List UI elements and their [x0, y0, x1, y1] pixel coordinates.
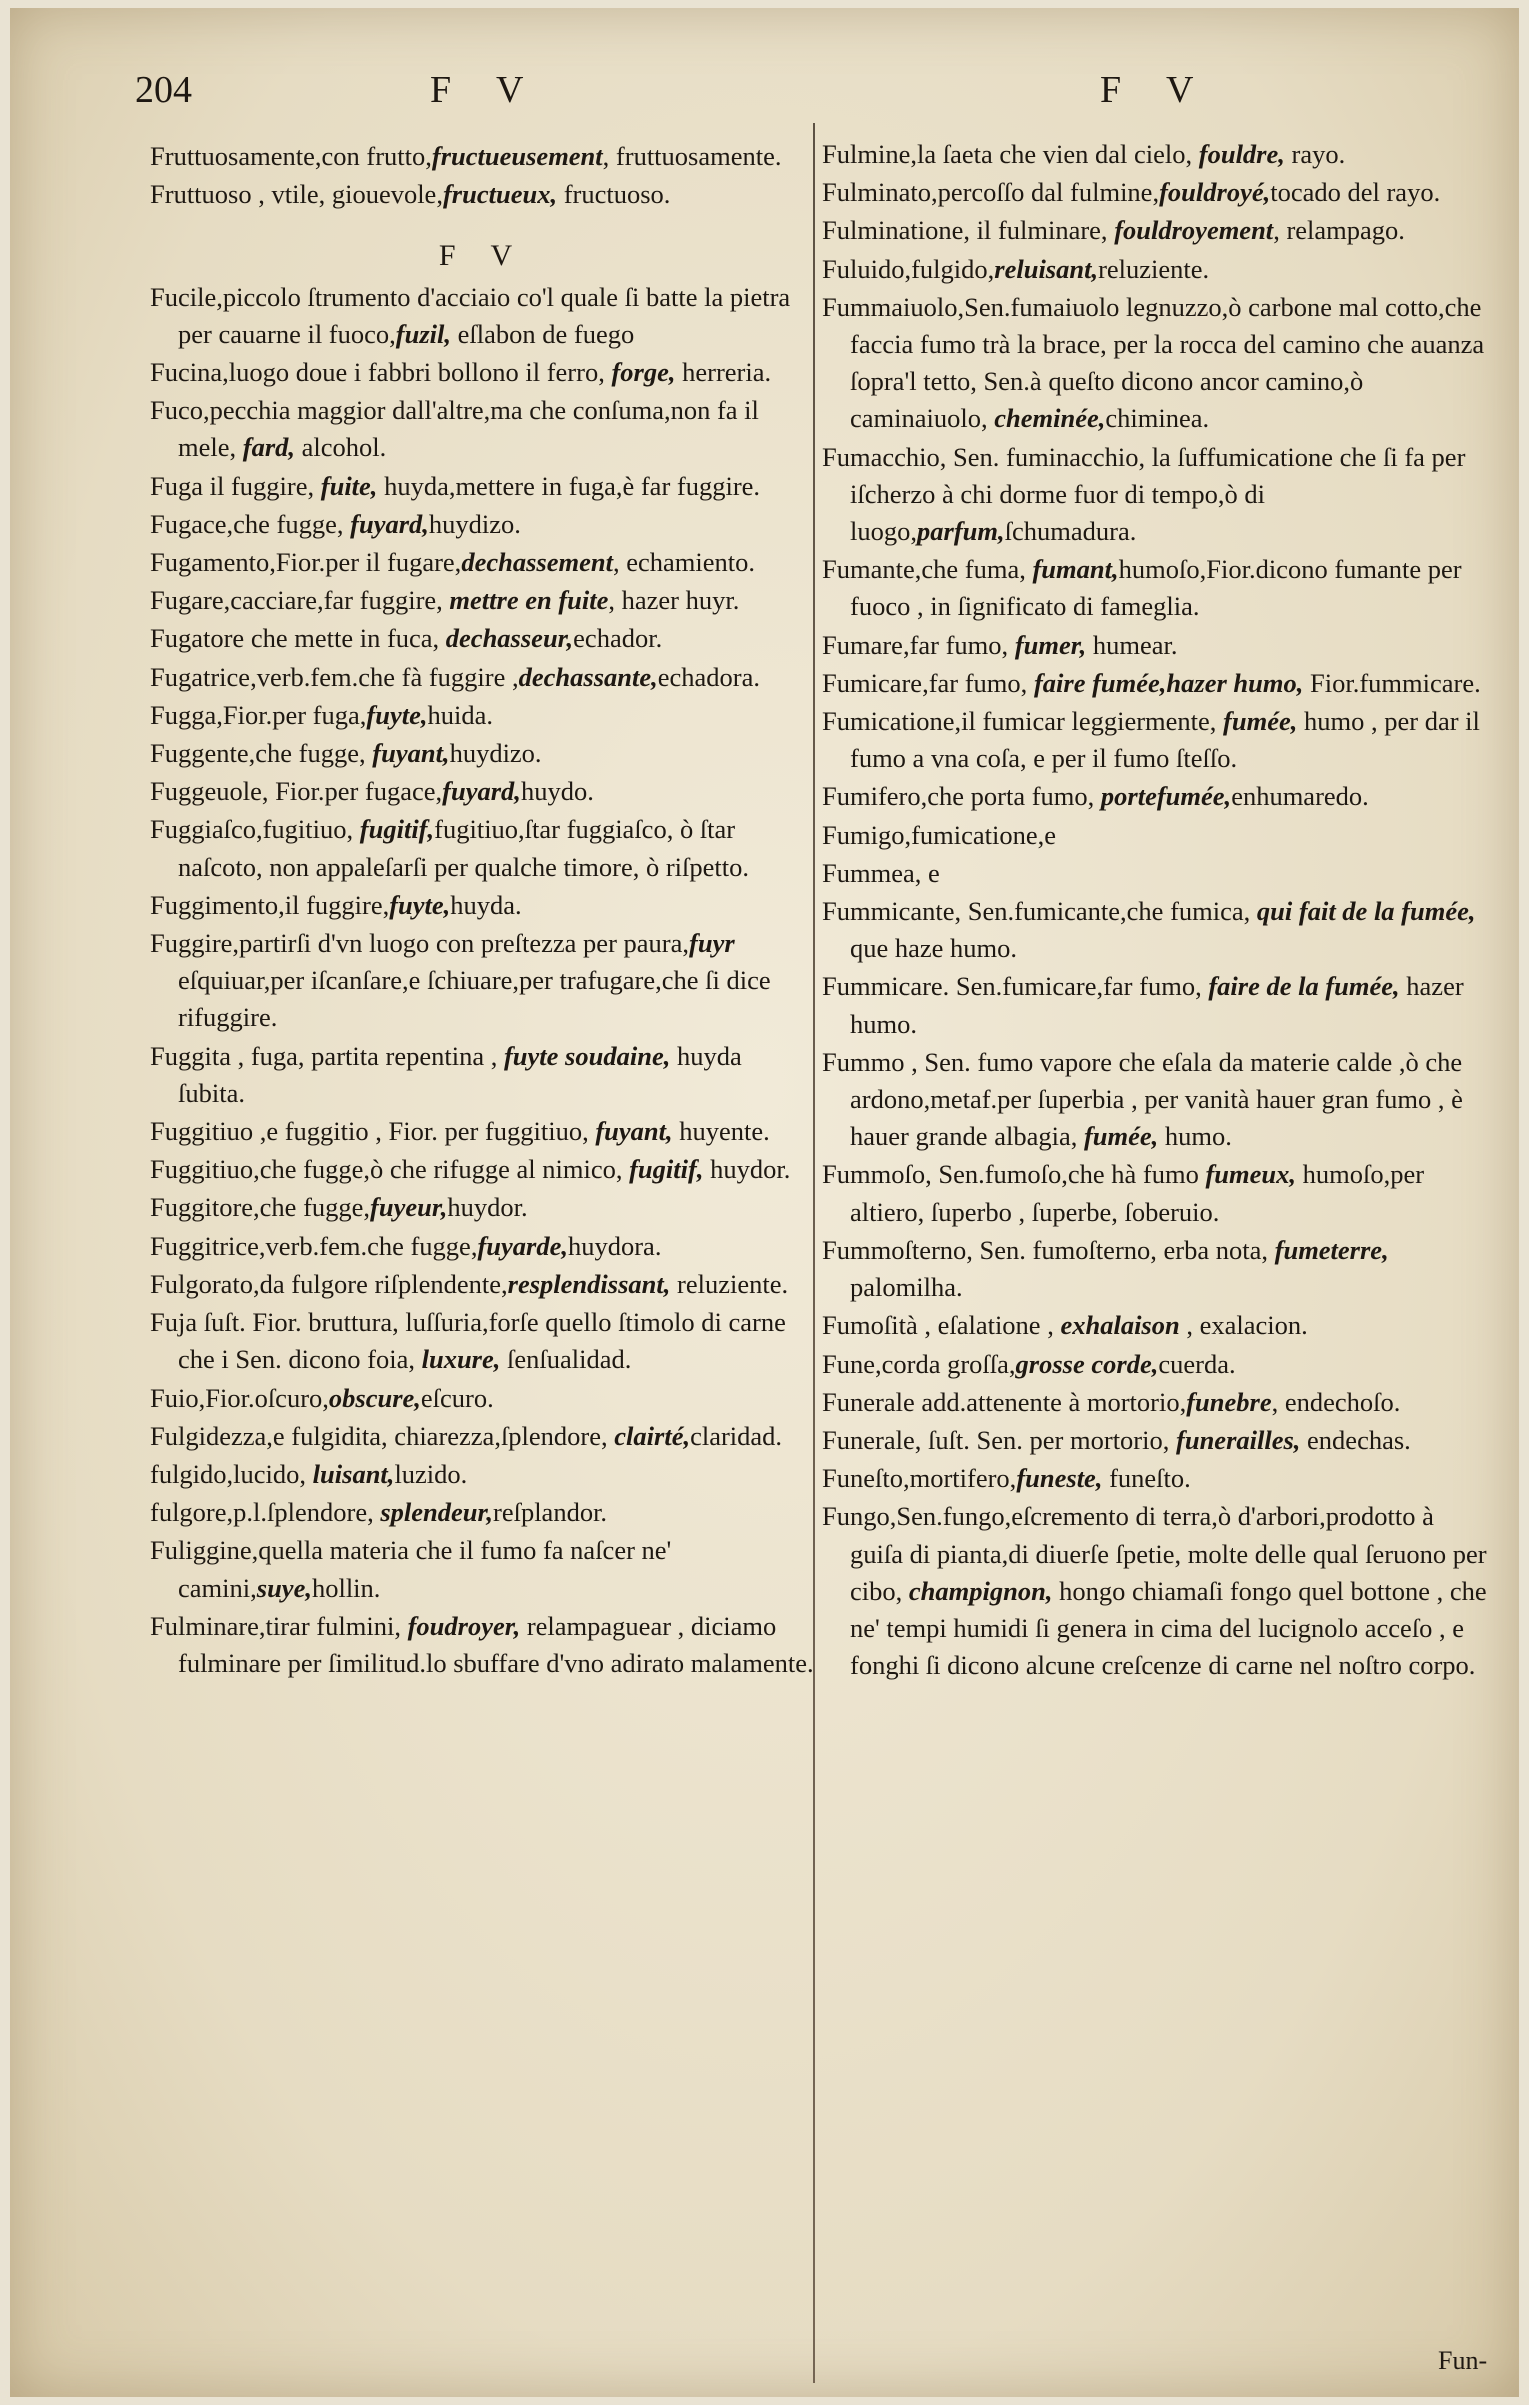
entry-italian: Fuggire,partirſi d'vn luogo con preſtezza per paura, — [150, 928, 689, 959]
entry-italian: Fugga,Fior.per fuga, — [150, 699, 367, 730]
dictionary-entry — [822, 212, 1492, 249]
entry-spanish: huida. — [427, 699, 493, 730]
entry-italian: Fugatrice,verb.fem.che fà fuggire , — [150, 661, 519, 692]
entry-french: fumée, — [1223, 706, 1298, 737]
dictionary-entry — [150, 392, 815, 466]
entry-italian: Fummicante, Sen.fumicante,che fumica, — [822, 896, 1257, 927]
dictionary-entry — [150, 659, 815, 696]
entry-italian: Fulminato,percoſſo dal fulmine, — [822, 177, 1160, 208]
entry-spanish: eſcuro. — [420, 1382, 494, 1413]
left-column-top-entries — [150, 138, 815, 213]
dictionary-entry — [150, 1532, 815, 1606]
entry-spanish: fugitiuo,ſtar fuggiaſco, ò ſtar naſcoto, non appaleſarſi per qualche timore, ò riſpetto. — [178, 814, 750, 882]
entry-french: fructueux, — [442, 179, 558, 210]
entry-italian: Fumacchio, Sen. fuminacchio, la ſuffumicatione che ſi fa per iſcherzo à chi dorme fuor di tempo,ò di luogo, — [822, 441, 1466, 547]
entry-italian: Fuga il fuggire, — [150, 470, 321, 501]
dictionary-entry — [822, 551, 1492, 625]
entry-italian: Fruttuosamente,con frutto, — [150, 141, 432, 171]
entry-italian: Fuggimento,il fuggire, — [150, 889, 390, 920]
entry-spanish: , hazer huyr. — [608, 585, 740, 616]
entry-italian: Fummaiuolo,Sen.fumaiuolo legnuzzo,ò carbone mal cotto,che faccia fumo trà la brace, per la rocca del camino che auanza ſopra'l tetto, Sen.à queſto dicono ancor caminо,ò caminaiuolo, — [822, 291, 1485, 434]
entry-spanish: huyda,mettere in fuga,è far fuggire. — [377, 470, 761, 501]
entry-italian: Fumicare,far fumo, — [822, 667, 1034, 698]
entry-italian: Fulmine,la ſaeta che vien dal cielo, — [822, 139, 1199, 169]
dictionary-entry — [150, 1304, 815, 1378]
entry-french: fuyr — [689, 928, 735, 959]
dictionary-entry — [822, 817, 1492, 854]
entry-spanish: huydora. — [567, 1230, 662, 1261]
entry-french: faire fumée,hazer humo, — [1033, 667, 1304, 698]
book-page — [10, 8, 1519, 2397]
entry-italian: Fumante,che fuma, — [822, 554, 1033, 585]
entry-french: fuyte, — [366, 699, 428, 730]
entry-italian: Fumifero,che porta fumo, — [822, 781, 1101, 812]
entry-spanish: huyda. — [450, 889, 522, 920]
entry-italian: Fugatore che mette in fuca, — [150, 623, 446, 654]
entry-french: fumeux, — [1205, 1159, 1297, 1190]
entry-italian: Funerale, ſuſt. Sen. per mortorio, — [822, 1424, 1176, 1455]
entry-italian: Fulminare,tirar fulmini, — [150, 1610, 408, 1641]
entry-spanish: herreria. — [675, 357, 772, 388]
entry-spanish: endechas. — [1300, 1424, 1411, 1455]
entry-spanish: enhumaredo. — [1231, 781, 1369, 812]
entry-french: fuyant, — [372, 738, 450, 769]
dictionary-entry — [150, 1189, 815, 1226]
entry-french: reluisant, — [994, 253, 1099, 284]
entry-italian: Fuggita , fuga, partita repentina , — [150, 1040, 504, 1071]
entry-french: clairté, — [614, 1420, 691, 1451]
dictionary-entry — [822, 174, 1492, 211]
entry-french: fuyard, — [442, 776, 521, 807]
entry-french: fuyte soudaine, — [503, 1040, 671, 1071]
left-column-entries — [150, 279, 815, 1683]
dictionary-entry — [150, 468, 815, 505]
entry-french: fuyeur, — [370, 1192, 448, 1223]
entry-italian: Fugare,cacciare,far fuggire, — [150, 585, 450, 616]
dictionary-entry — [150, 1456, 815, 1493]
entry-spanish: rayo. — [1284, 139, 1346, 169]
dictionary-entry — [150, 735, 815, 772]
entry-italian: Fucina,luogo doue i fabbri bollono il ferro, — [150, 357, 612, 388]
entry-french: grosse corde, — [1015, 1348, 1159, 1379]
entry-french: funeste, — [1016, 1463, 1103, 1494]
entry-french: fumée, — [1083, 1121, 1159, 1152]
dictionary-entry — [150, 582, 815, 619]
dictionary-entry — [150, 887, 815, 924]
entry-italian: Fuggente,che fugge, — [150, 738, 373, 769]
dictionary-entry — [822, 1460, 1492, 1497]
entry-spanish: palomilha. — [850, 1272, 963, 1303]
entry-french: fuyant, — [595, 1116, 673, 1147]
dictionary-entry — [150, 138, 815, 175]
entry-spanish: Fior.fummicare. — [1303, 667, 1481, 698]
entry-italian: Fuggitiuo,che fugge,ò che rifugge al nimico, — [150, 1154, 630, 1185]
entry-french: suye, — [256, 1572, 312, 1603]
dictionary-entry — [150, 1228, 815, 1265]
entry-spanish: eſquiuar,per iſcanſare,e ſchiuare,per trafugare,che ſi dice rifuggire. — [178, 965, 771, 1033]
entry-italian: Fuggitore,che fugge, — [150, 1192, 371, 1223]
entry-italian: Fummoſo, Sen.fumoſo,che hà fumo — [822, 1159, 1206, 1190]
entry-italian: Funerale add.attenente à mortorio, — [822, 1386, 1187, 1417]
entry-french: fouldre, — [1198, 139, 1285, 169]
entry-spanish: huydizo. — [428, 508, 521, 539]
entry-french: fouldroyé, — [1159, 177, 1271, 208]
entry-spanish: hongo chiamaſi fongo quel bottone , che ne' tempi humidi ſi genera in cima del lucignolo acceſo , e fonghi ſi dicono alcune creſcenze di carne nel noſtro corpo. — [850, 1575, 1487, 1681]
entry-french: dechassante, — [518, 661, 658, 692]
entry-french: funebre — [1186, 1386, 1272, 1417]
dictionary-entry — [150, 1608, 815, 1682]
entry-french: fuyte, — [389, 889, 451, 920]
entry-french: resplendissant, — [507, 1268, 671, 1299]
dictionary-entry — [822, 778, 1492, 815]
dictionary-entry — [822, 1232, 1492, 1306]
entry-spanish: humo. — [1158, 1121, 1232, 1152]
entry-french: parfum, — [917, 516, 1005, 547]
right-column-entries — [822, 136, 1492, 1684]
entry-french: dechasseur, — [445, 623, 574, 654]
entry-french: mettre en fuite — [449, 585, 609, 616]
dictionary-entry — [150, 506, 815, 543]
entry-italian: Fumare,far fumo, — [822, 629, 1015, 660]
entry-spanish: hazer humo. — [850, 971, 1464, 1039]
entry-italian: Fulgorato,da fulgore riſplendente, — [150, 1268, 508, 1299]
entry-spanish: tocado del rayo. — [1270, 177, 1441, 208]
entry-italian: Fulgidezza,e fulgidita, chiarezza,ſplendore, — [150, 1420, 615, 1451]
dictionary-entry — [822, 855, 1492, 892]
entry-italian: Fune,corda groſſa, — [822, 1348, 1016, 1379]
dictionary-entry — [822, 1422, 1492, 1459]
dictionary-entry — [822, 1044, 1492, 1156]
entry-spanish: cuerda. — [1158, 1348, 1236, 1379]
entry-spanish: , exalacion. — [1179, 1310, 1308, 1341]
entry-french: funerailles, — [1176, 1424, 1301, 1455]
dictionary-entry — [150, 1266, 815, 1303]
entry-spanish: relampaguear , diciamo fulminare per ſimilitud.lo sbuffare d'vno adirato malamente. — [178, 1610, 814, 1678]
entry-italian: Fruttuoso , vtile, giouevole, — [150, 179, 443, 210]
entry-italian: Fumicatione,il fumicar leggiermente, — [822, 706, 1224, 737]
dictionary-entry — [150, 1038, 815, 1112]
entry-french: exhalaison — [1060, 1310, 1180, 1341]
dictionary-entry — [822, 1156, 1492, 1230]
entry-italian: Fummea, e — [822, 857, 940, 888]
entry-french: fuyard, — [350, 508, 429, 539]
dictionary-entry — [150, 279, 815, 353]
entry-spanish: huydo. — [520, 776, 594, 807]
entry-spanish: , fruttuosamente. — [602, 141, 782, 171]
dictionary-entry — [150, 773, 815, 810]
entry-spanish: huydor. — [447, 1192, 528, 1223]
entry-italian: Fuggiaſco,fugitiuo, — [150, 814, 360, 845]
entry-spanish: humo , per dar il fumo a vna coſa, e per il fumo ſteſſo. — [850, 706, 1480, 774]
entry-french: fugitif, — [629, 1154, 704, 1185]
entry-french: luxure, — [421, 1344, 501, 1375]
entry-spanish: ſenſualidad. — [500, 1344, 632, 1375]
entry-italian: Fuggeuole, Fior.per fugace, — [150, 776, 443, 807]
dictionary-entry — [150, 1380, 815, 1417]
dictionary-entry — [150, 176, 815, 213]
entry-spanish: , relampago. — [1273, 215, 1405, 246]
dictionary-entry — [150, 697, 815, 734]
entry-italian: Fumigo,fumicatione,e — [822, 819, 1057, 850]
dictionary-entry — [150, 1113, 815, 1150]
dictionary-entry — [150, 1494, 815, 1531]
entry-spanish: huydor. — [703, 1154, 791, 1185]
entry-spanish: humear. — [1086, 629, 1178, 660]
dictionary-entry — [822, 627, 1492, 664]
entry-italian: Fuggitiuo ,e fuggitio , Fior. per fuggitiuo, — [150, 1116, 596, 1147]
entry-spanish: funeſto. — [1102, 1463, 1191, 1494]
entry-italian: Fuco,pecchia maggior dall'altre,ma che conſuma,non fa il mele, — [150, 395, 759, 463]
entry-spanish: claridad. — [690, 1420, 783, 1451]
running-head-left: F V — [430, 69, 542, 111]
entry-french: splendeur, — [380, 1497, 493, 1528]
entry-spanish: , endechoſo. — [1271, 1386, 1401, 1417]
entry-french: champignon, — [908, 1575, 1053, 1606]
entry-italian: fulgore,p.l.ſplendore, — [150, 1497, 381, 1528]
entry-french: faire de la fumée, — [1208, 971, 1400, 1002]
entry-italian: Fuliggine,quella materia che il fumo fa naſcer ne' camini, — [150, 1535, 672, 1603]
dictionary-entry — [822, 289, 1492, 438]
dictionary-entry — [822, 703, 1492, 777]
entry-french: fumeterre, — [1274, 1234, 1389, 1265]
entry-spanish: fructuoso. — [557, 179, 671, 210]
dictionary-entry — [822, 665, 1492, 702]
entry-spanish: reluziente. — [670, 1268, 789, 1299]
entry-french: fugitif, — [359, 814, 435, 845]
entry-spanish: huyente. — [672, 1116, 770, 1147]
entry-french: fructueusement — [431, 141, 603, 171]
entry-french: dechassement — [461, 547, 613, 578]
dictionary-entry — [150, 925, 815, 1037]
catchword: Fun- — [1438, 2346, 1488, 2375]
dictionary-entry — [822, 1346, 1492, 1383]
entry-spanish: alcohol. — [295, 432, 387, 463]
entry-french: fumant, — [1032, 554, 1119, 585]
entry-italian: Fugamento,Fior.per il fugare, — [150, 547, 462, 578]
entry-french: portefumée, — [1100, 781, 1232, 812]
right-column — [822, 136, 1492, 1685]
entry-spanish: humoſo,Fior.dicono fumante per fuoco , in ſignificato di fameglia. — [850, 554, 1462, 622]
entry-italian: Fuio,Fior.oſcuro, — [150, 1382, 329, 1413]
dictionary-entry — [150, 544, 815, 581]
entry-french: qui fait de la fumée, — [1256, 896, 1476, 927]
entry-french: fumer, — [1014, 629, 1087, 660]
entry-spanish: reſplandor. — [493, 1497, 608, 1528]
entry-spanish: huyda ſubita. — [178, 1040, 742, 1108]
entry-spanish: huydizo. — [449, 738, 542, 769]
left-column — [150, 138, 815, 1683]
dictionary-entry — [150, 1418, 815, 1455]
entry-spanish: que haze humo. — [850, 933, 1018, 964]
entry-spanish: reluziente. — [1098, 253, 1210, 284]
entry-spanish: echador. — [573, 623, 663, 654]
entry-italian: Fummo , Sen. fumo vapore che eſala da materie calde ,ò che ardono,metaf.per ſuperbia , per vanità hauer gran fumo , è hauer grande albagia, — [822, 1046, 1463, 1152]
dictionary-entry — [822, 439, 1492, 551]
entry-french: fard, — [242, 432, 296, 463]
dictionary-entry — [822, 251, 1492, 288]
entry-italian: Fungo,Sen.fungo,eſcremento di terra,ò d'arbori,prodotto à guiſa di pianta,di diuerſe ſpetie, molte delle qual ſeruono per cibo, — [822, 1501, 1487, 1606]
dictionary-entry — [822, 968, 1492, 1042]
dictionary-entry — [150, 354, 815, 391]
entry-spanish: luzido. — [394, 1458, 468, 1489]
entry-italian: Fulminatione, il fulminare, — [822, 215, 1115, 246]
dictionary-entry — [822, 1384, 1492, 1421]
entry-italian: Fummicare. Sen.fumicare,far fumo, — [822, 971, 1209, 1002]
entry-italian: Fuggitrice,verb.fem.che fugge, — [150, 1230, 478, 1261]
entry-italian: Fumoſità , eſalatione , — [822, 1310, 1061, 1341]
dictionary-entry — [822, 1307, 1492, 1344]
dictionary-entry — [150, 811, 815, 885]
entry-italian: Fuja ſuſt. Fior. bruttura, luſſuria,forſe quello ſtimolo di carne che i Sen. dicono foia, — [150, 1307, 786, 1375]
dictionary-entry — [150, 1151, 815, 1188]
entry-french: cheminée, — [994, 403, 1106, 434]
page-number: 204 — [135, 69, 192, 111]
section-heading: F V — [438, 239, 527, 273]
entry-french: forge, — [611, 357, 676, 388]
entry-spanish: hollin. — [311, 1572, 381, 1603]
entry-french: fuite, — [320, 470, 378, 501]
entry-french: fouldroyement — [1114, 215, 1274, 246]
entry-italian: Fuluido,fulgido, — [822, 253, 995, 284]
dictionary-entry — [822, 893, 1492, 967]
entry-italian: Fugace,che fugge, — [150, 508, 351, 539]
entry-italian: Fucile,piccolo ſtrumento d'acciaio co'l quale ſi batte la pietra per cauarne il fuoco, — [150, 281, 791, 349]
entry-french: obscure, — [328, 1382, 421, 1413]
entry-spanish: , echamiento. — [612, 547, 755, 578]
entry-italian: Funeſto,mortifero, — [822, 1463, 1017, 1494]
entry-french: foudroyer, — [407, 1610, 521, 1641]
entry-italian: fulgido,lucido, — [150, 1458, 313, 1489]
entry-spanish: echadora. — [657, 661, 760, 692]
entry-spanish: eſlabon de fuego — [451, 318, 635, 349]
running-head-right: F V — [1100, 69, 1212, 111]
entry-spanish: humoſo,per altiero, ſuperbo , ſuperbe, ſoberuio. — [850, 1159, 1425, 1227]
entry-french: fuzil, — [395, 318, 452, 349]
entry-french: luisant, — [312, 1458, 395, 1489]
dictionary-entry — [822, 1498, 1492, 1684]
dictionary-entry — [822, 136, 1492, 173]
entry-spanish: chiminea. — [1105, 403, 1210, 434]
dictionary-entry — [150, 620, 815, 657]
entry-french: fuyarde, — [477, 1230, 568, 1261]
entry-spanish: ſchumadura. — [1004, 516, 1137, 547]
entry-italian: Fummoſterno, Sen. fumoſterno, erba nota, — [822, 1234, 1275, 1265]
